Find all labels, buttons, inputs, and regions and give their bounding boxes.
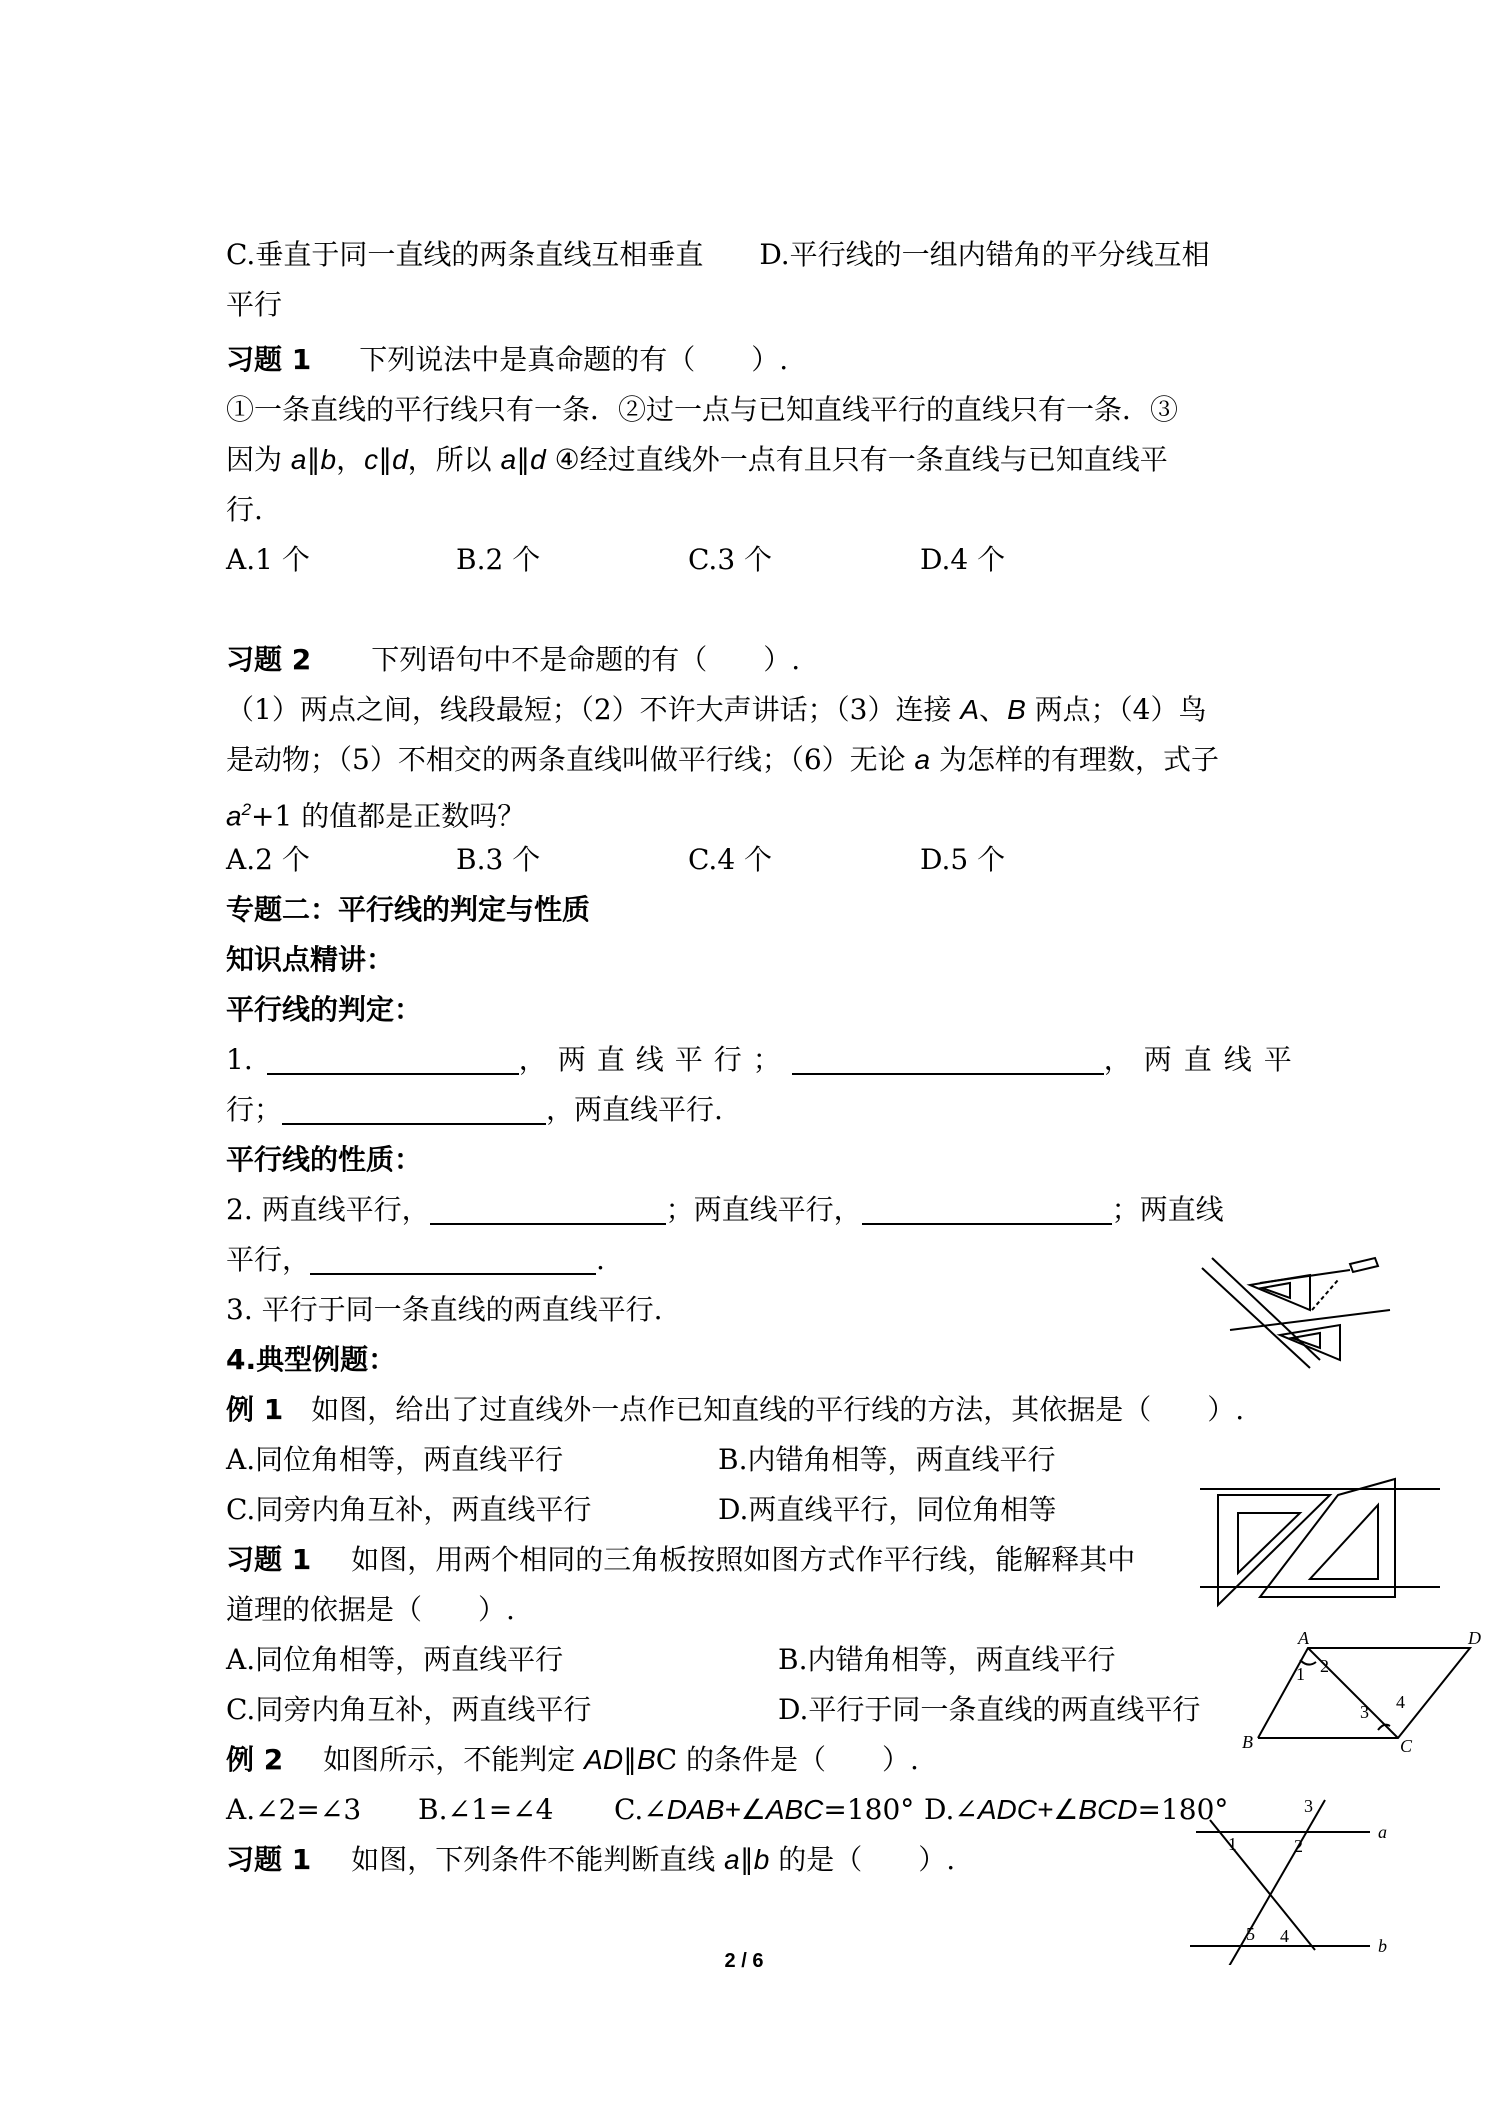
text: 行. <box>226 493 263 526</box>
text: 2. 两直线平行， <box>226 1193 430 1226</box>
label-c: C <box>1400 1736 1413 1756</box>
choice-b: B.内错角相等，两直线平行 <box>778 1643 1116 1676</box>
text: ，两直线平行. <box>546 1093 723 1126</box>
exercise-label: 习题 1 <box>226 343 312 376</box>
parallelogram-outline <box>1258 1648 1470 1738</box>
example-label: 例 1 <box>226 1393 284 1426</box>
angle-2-label: 2 <box>1320 1656 1329 1676</box>
text: 平行， <box>226 1243 311 1276</box>
math-text: a∥d <box>500 444 546 475</box>
angle-1-label: 1 <box>1228 1834 1237 1854</box>
text: =180° <box>1137 1793 1229 1826</box>
text: （1）两点之间，线段最短；（2）不许大声讲话；（3）连接 <box>226 693 961 726</box>
choice-c: C.同旁内角互补，两直线平行 <box>226 1693 592 1726</box>
math-text: a∥b <box>290 444 337 475</box>
choice-a: A.1 个 <box>226 543 310 576</box>
angle-3-label: 3 <box>1304 1796 1313 1816</box>
text: 两点；（4）鸟 <box>1025 693 1207 726</box>
option-line <box>226 285 282 325</box>
parallelogram-figure <box>1228 1630 1488 1760</box>
text: ，两直线平 <box>1103 1043 1304 1076</box>
text: +1 的值都是正数吗？ <box>251 799 526 833</box>
angle-1-label: 1 <box>1296 1664 1305 1684</box>
fill-line <box>226 1040 1304 1080</box>
question-text: 下列语句中不是命题的有（ ）. <box>371 643 801 676</box>
math-text: a <box>226 800 242 832</box>
exercise-heading <box>226 1840 955 1880</box>
choice-b: B.3 个 <box>456 843 541 876</box>
ruler-setsquare-figure <box>1200 1250 1400 1370</box>
section-subtitle: 平行线的判定： <box>226 993 423 1026</box>
text: ， <box>336 443 365 476</box>
text: ①一条直线的平行线只有一条．②过一点与已知直线平行的直线只有一条．③ <box>226 393 1179 426</box>
fill-line <box>226 1240 605 1280</box>
text: 如图所示，不能判定 <box>323 1743 585 1776</box>
question-text: 如图，给出了过直线外一点作已知直线的平行线的方法，其依据是（ ）. <box>311 1393 1245 1426</box>
section-subtitle: 4.典型例题： <box>226 1343 397 1376</box>
text: 行； <box>226 1093 283 1126</box>
choice-b: B.∠1=∠4 <box>418 1793 554 1826</box>
line <box>1230 1310 1390 1330</box>
answer-blank[interactable] <box>267 1043 519 1075</box>
text: C 的条件是（ ）. <box>655 1743 919 1776</box>
set-square-hole <box>1310 1505 1378 1579</box>
text: ；两直线平行， <box>665 1193 862 1226</box>
text: . <box>596 1243 605 1276</box>
choice-b: B.2 个 <box>456 543 541 576</box>
label-a: A <box>1298 1630 1309 1648</box>
section-subtitle: 知识点精讲： <box>226 943 395 976</box>
choice-d: D.4 个 <box>920 543 1006 576</box>
math-text: B <box>1007 694 1026 725</box>
math-text: AD∥B <box>584 1744 656 1775</box>
choice-a: A.同位角相等，两直线平行 <box>226 1443 564 1476</box>
page-number: 2 / 6 <box>724 1950 764 1972</box>
pencil-icon <box>1350 1258 1378 1272</box>
choice-a: A.2 个 <box>226 843 310 876</box>
text: ；两直线 <box>1111 1193 1224 1226</box>
choice-d: D.平行于同一条直线的两直线平行 <box>778 1693 1201 1726</box>
statement-line: 3. 平行于同一条直线的两直线平行. <box>226 1293 663 1326</box>
fill-line <box>226 1090 723 1130</box>
choice-c: C.同旁内角互补，两直线平行 <box>226 1493 592 1526</box>
choice-a: A.同位角相等，两直线平行 <box>226 1643 564 1676</box>
set-square-hole <box>1238 1513 1300 1573</box>
angle-4-label: 4 <box>1396 1692 1405 1712</box>
exercise-heading <box>226 640 800 680</box>
transversal <box>1228 1800 1325 1965</box>
lines-ab-figure <box>1180 1790 1400 1965</box>
text: 、 <box>979 693 1008 726</box>
question-text: 下列说法中是真命题的有（ ）. <box>359 343 789 376</box>
choice-c: C.3 个 <box>688 543 773 576</box>
text: 的是（ ）. <box>769 1843 956 1876</box>
choice-d: D.5 个 <box>920 843 1006 876</box>
text: 为怎样的有理数，式子 <box>930 743 1220 776</box>
math-text: a∥b <box>724 1844 770 1875</box>
angle-4-label: 4 <box>1280 1926 1289 1946</box>
option-line <box>226 235 1210 275</box>
text: D.∠ <box>924 1793 978 1826</box>
text: 1. <box>226 1043 253 1076</box>
exercise-label: 习题 1 <box>226 1543 312 1576</box>
exercise-label: 习题 1 <box>226 1843 312 1876</box>
label-b: b <box>1378 1936 1387 1956</box>
example-label: 例 2 <box>226 1743 284 1776</box>
text: ，两直线平行； <box>518 1043 792 1076</box>
choice-b: B.内错角相等，两直线平行 <box>718 1443 1056 1476</box>
math-text: A <box>960 694 980 725</box>
math-text: ADC+∠BCD <box>977 1794 1138 1825</box>
statement-line <box>226 440 1168 480</box>
choice-c <box>614 1790 914 1830</box>
text: C.∠ <box>614 1793 667 1826</box>
answer-blank[interactable] <box>430 1193 666 1225</box>
text: C.垂直于同一直线的两条直线互相垂直 D.平行线的一组内错角的平分线互相 <box>226 238 1210 271</box>
section-subtitle: 平行线的性质： <box>226 1143 423 1176</box>
math-text: c∥d <box>364 444 408 475</box>
choice-c: C.4 个 <box>688 843 773 876</box>
text: 如图，下列条件不能判断直线 <box>351 1843 725 1876</box>
answer-blank[interactable] <box>792 1043 1104 1075</box>
exercise-heading <box>226 1540 1135 1580</box>
section-title: 专题二：平行线的判定与性质 <box>226 893 591 926</box>
statement-line <box>226 790 525 836</box>
statement-line: 道理的依据是（ ）. <box>226 1593 515 1626</box>
choice-d: D.两直线平行，同位角相等 <box>718 1493 1057 1526</box>
label-d: D <box>1468 1630 1481 1648</box>
angle-2-label: 2 <box>1294 1836 1303 1856</box>
exercise-label: 习题 2 <box>226 643 312 676</box>
dashed-arrow <box>1312 1280 1338 1310</box>
exercise-heading <box>226 340 788 380</box>
set-square <box>1218 1495 1330 1605</box>
angle-3-label: 3 <box>1360 1702 1369 1722</box>
answer-blank[interactable] <box>282 1093 546 1125</box>
statement-line <box>226 740 1219 780</box>
math-text: a <box>914 744 931 775</box>
exponent: 2 <box>241 800 252 819</box>
label-a: a <box>1378 1822 1387 1842</box>
statement-line <box>226 390 1178 430</box>
label-b: B <box>1242 1732 1253 1752</box>
choice-a: A.∠2=∠3 <box>226 1793 362 1826</box>
example-heading <box>226 1740 919 1780</box>
answer-blank[interactable] <box>862 1193 1112 1225</box>
text: 因为 <box>226 443 291 476</box>
question-text: 如图，用两个相同的三角板按照如图方式作平行线，能解释其中 <box>351 1543 1136 1576</box>
text: ，所以 <box>407 443 501 476</box>
text: 平行 <box>226 288 283 321</box>
math-text: DAB+∠ABC <box>666 1794 824 1825</box>
text: ④经过直线外一点有且只有一条直线与已知直线平 <box>545 443 1168 476</box>
statement-line <box>226 690 1206 730</box>
angle-5-label: 5 <box>1246 1924 1255 1944</box>
text: =180° <box>823 1793 915 1826</box>
two-setsquares-figure <box>1200 1475 1440 1615</box>
example-heading <box>226 1390 1244 1430</box>
answer-blank[interactable] <box>310 1243 596 1275</box>
text: 是动物；（5）不相交的两条直线叫做平行线；（6）无论 <box>226 743 915 776</box>
statement-line <box>226 490 263 530</box>
fill-line <box>226 1190 1224 1230</box>
